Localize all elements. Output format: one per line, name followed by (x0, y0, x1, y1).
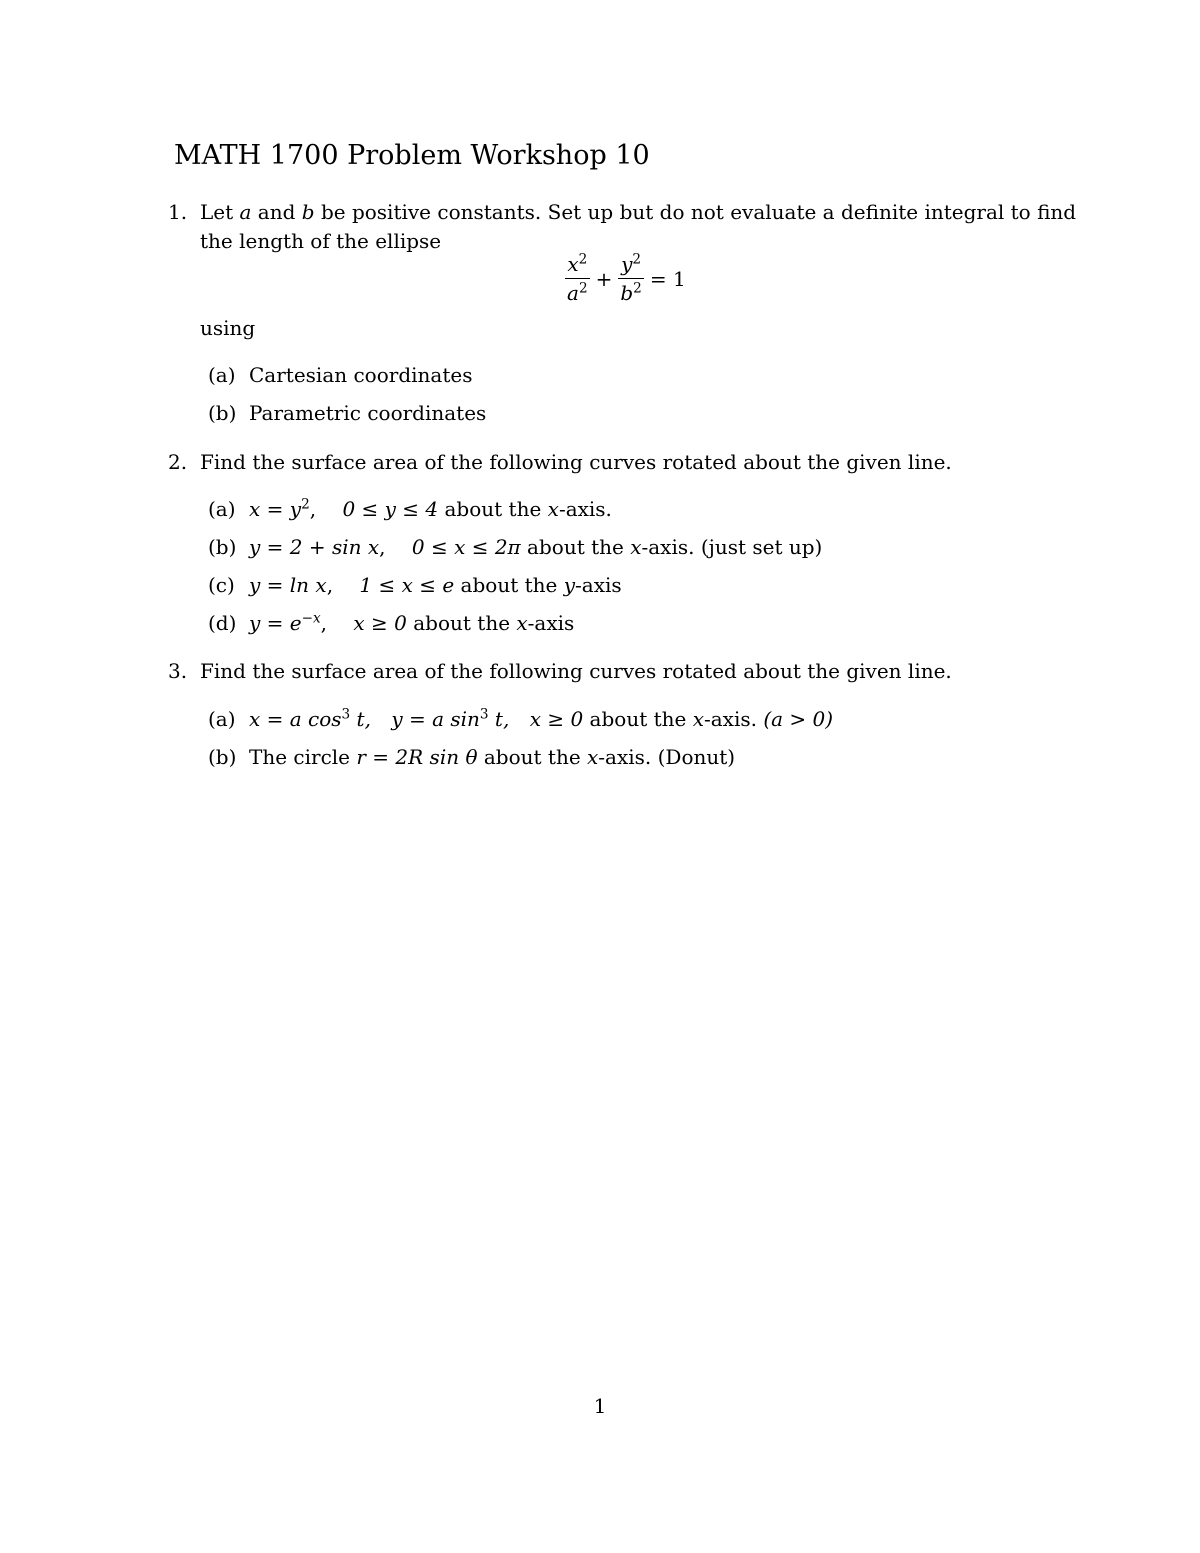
math-variable: b (301, 200, 315, 224)
text-fragment: -axis. (Donut) (598, 745, 736, 769)
fraction-x-over-a (565, 252, 590, 305)
problem-2b-label: (b) (208, 535, 237, 559)
exponent: −x (301, 610, 321, 627)
problem-2c-content (249, 573, 622, 597)
problem-3b-label: (b) (208, 745, 237, 769)
problem-3-number: 3. (168, 659, 188, 683)
math-range: x ≥ 0 (529, 707, 584, 731)
problem-2a-label: (a) (208, 497, 236, 521)
text-fragment: -axis. (just set up) (641, 535, 823, 559)
text-fragment: Let (200, 200, 240, 224)
problem-3b-content (249, 745, 735, 769)
problem-1-using: using (200, 316, 256, 340)
math-expression: t, (488, 707, 510, 731)
problem-1b-label: (b) (208, 401, 237, 425)
math-expression: r = 2R sin θ (356, 745, 478, 769)
numerator: x (567, 252, 579, 276)
problem-1b-text: Parametric coordinates (249, 401, 487, 425)
text-fragment: about the (406, 611, 517, 635)
math-variable: x (547, 497, 559, 521)
problem-2-text: Find the surface area of the following curves rotated about the given line. (200, 450, 952, 474)
problem-2c-label: (c) (208, 573, 235, 597)
math-condition: (a > 0) (763, 707, 834, 731)
problem-2b-content (249, 535, 822, 559)
exponent: 2 (632, 251, 642, 268)
text-fragment: about the (477, 745, 588, 769)
page-number: 1 (593, 1394, 607, 1418)
math-variable: x (587, 745, 599, 769)
exponent: 2 (578, 251, 588, 268)
separator: , (320, 611, 328, 635)
math-expression: y = ln x (249, 573, 327, 597)
ellipse-equation (565, 252, 692, 305)
math-variable: a (239, 200, 252, 224)
text-fragment: -axis (575, 573, 622, 597)
denominator: a (567, 281, 579, 305)
math-variable: x (516, 611, 528, 635)
equation-rhs: = 1 (649, 266, 686, 291)
math-expression: y = a sin (391, 707, 480, 731)
problem-2d-label: (d) (208, 611, 237, 635)
fraction-bar (565, 278, 590, 279)
math-expression: x = y (249, 497, 302, 521)
numerator: y (621, 252, 633, 276)
math-expression: y = e (249, 611, 302, 635)
text-fragment: -axis. (558, 497, 612, 521)
exponent: 3 (479, 706, 489, 723)
text-fragment: -axis (527, 611, 575, 635)
problem-3-text: Find the surface area of the following curves rotated about the given line. (200, 659, 952, 683)
math-variable: y (563, 573, 576, 597)
problem-2d-content (249, 611, 574, 635)
math-range: 0 ≤ x ≤ 2π (411, 535, 521, 559)
math-variable: x (692, 707, 704, 731)
problem-1-intro-line-2: the length of the ellipse (200, 229, 442, 253)
problem-2a-content (249, 497, 612, 521)
problem-3a-label: (a) (208, 707, 236, 731)
text-fragment: and (251, 200, 302, 224)
problem-1a-text: Cartesian coordinates (249, 363, 473, 387)
text-fragment: -axis. (703, 707, 764, 731)
exponent: 2 (633, 280, 642, 297)
page-title: MATH 1700 Problem Workshop 10 (174, 140, 650, 171)
text-fragment: about the (438, 497, 548, 521)
math-range: 1 ≤ x ≤ e (359, 573, 455, 597)
exponent: 2 (578, 280, 588, 297)
plus-sign: + (595, 266, 613, 291)
text-fragment: be positive constants. Set up but do not evaluate a definite integral to find (314, 200, 1077, 224)
separator: , (379, 535, 386, 559)
fraction-y-over-b (618, 252, 643, 305)
separator: , (309, 497, 317, 521)
math-expression: t, (350, 707, 371, 731)
problem-3a-content (249, 707, 833, 731)
problem-1a-label: (a) (208, 363, 236, 387)
math-range: x ≥ 0 (353, 611, 407, 635)
separator: , (326, 573, 334, 597)
math-variable: x (630, 535, 642, 559)
problem-1-number: 1. (168, 200, 188, 224)
problem-1-intro-line-1 (200, 200, 1076, 224)
math-range: 0 ≤ y ≤ 4 (342, 497, 439, 521)
math-expression: x = a cos (249, 707, 342, 731)
exponent: 3 (341, 706, 351, 723)
text-fragment: about the (454, 573, 564, 597)
math-expression: y = 2 + sin x (249, 535, 380, 559)
exponent: 2 (301, 496, 310, 513)
text-fragment: The circle (249, 745, 357, 769)
text-fragment: about the (520, 535, 631, 559)
fraction-bar (618, 278, 643, 279)
problem-2-number: 2. (168, 450, 188, 474)
denominator: b (620, 281, 634, 305)
text-fragment: about the (583, 707, 693, 731)
